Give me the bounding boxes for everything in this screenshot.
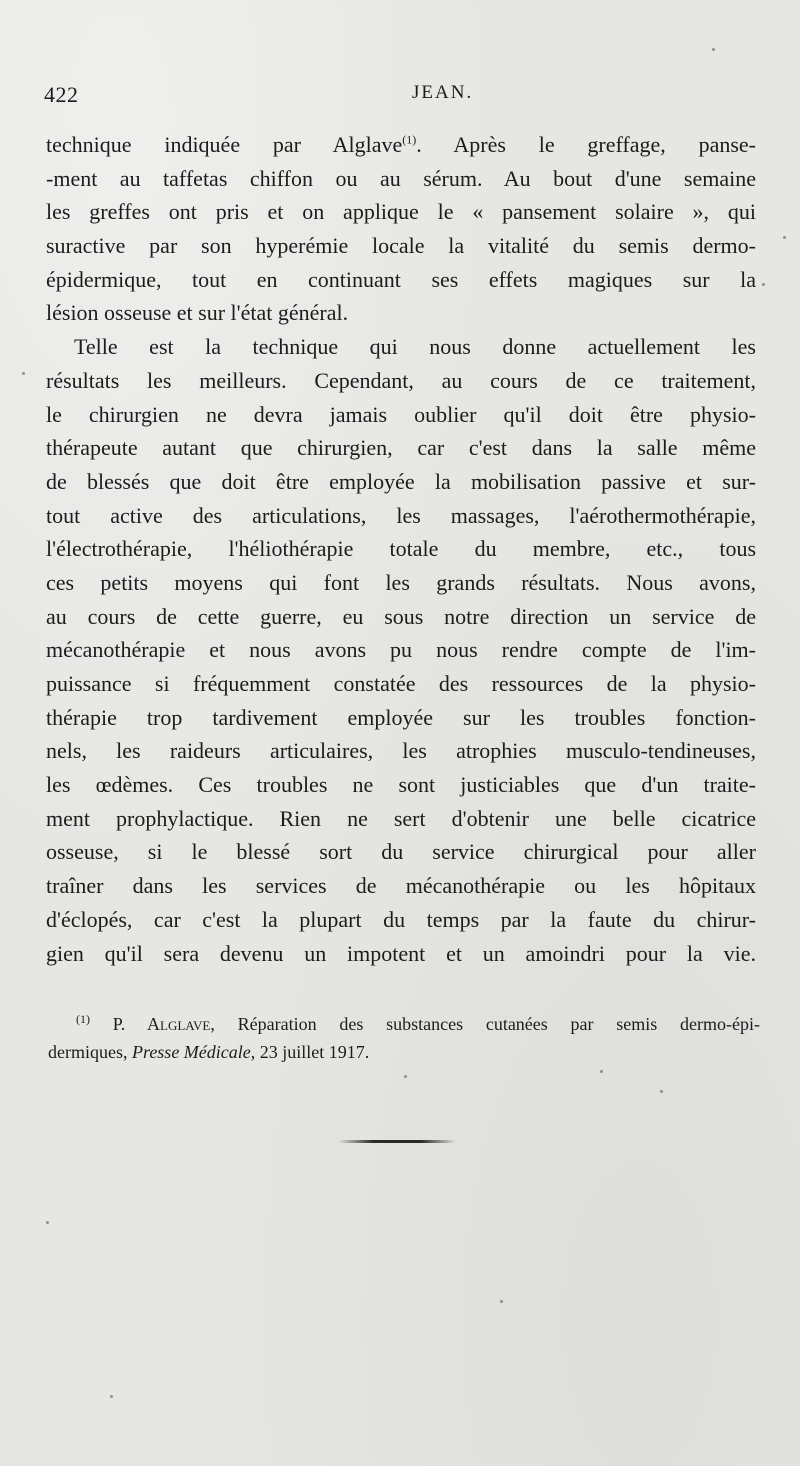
text-line: ces petits moyens qui font les grands résultats. Nous avons, [46,569,756,595]
scan-speck [712,48,715,51]
text-line: l'électrothérapie, l'héliothérapie totale du membre, etc., tous [46,536,756,562]
text-line: lésion osseuse et sur l'état général. [46,300,349,326]
scan-speck [500,1300,503,1303]
text-line: ment prophylactique. Rien ne sert d'obtenir une belle cicatrice [46,805,756,831]
text-line-content: . Après le greffage, panse- [416,132,756,157]
footnote-line [48,1010,760,1038]
text-line: thérapeute autant que chirurgien, car c'est dans la salle même [46,435,756,461]
text-line: d'éclopés, car c'est la plupart du temps par la faute du chirur- [46,906,756,932]
text-line: épidermique, tout en continuant ses effets magiques sur la [46,266,756,292]
text-line-content: technique indiquée par Alglave [46,132,403,157]
page-number: 422 [44,82,79,107]
footnote [48,1010,760,1066]
footnote-text: dermiques, [48,1042,132,1062]
scan-speck [762,283,765,286]
scan-speck [22,372,25,375]
text-line: gien qu'il sera devenu un impotent et un amoindri pour la vie. [46,940,756,966]
text-line: traîner dans les services de mécanothérapie ou les hôpitaux [46,873,756,899]
text-line: de blessés que doit être employée la mobilisation passive et sur- [46,468,756,494]
body-text [46,128,756,970]
text-line: nels, les raideurs articulaires, les atrophies musculo-tendineuses, [46,738,756,764]
text-line: puissance si fréquemment constatée des ressources de la physio- [46,671,756,696]
page-header [44,82,754,112]
scan-speck [404,1075,407,1078]
paragraph-first-line: Telle est la technique qui nous donne actuellement les [74,334,756,360]
text-line: thérapie trop tardivement employée sur les troubles fonction- [46,704,756,730]
text-line: mécanothérapie et nous avons pu nous rendre compte de l'im- [46,637,756,663]
footnote-reference: (1) [402,132,417,147]
text-line: suractive par son hyperémie locale la vitalité du semis dermo- [46,233,756,259]
footnote-journal: Presse Médicale [131,1042,251,1062]
scan-speck [110,1395,113,1398]
text-line: tout active des articulations, les massages, l'aérothermothérapie, [46,502,756,528]
text-line: le chirurgien ne devra jamais oublier qu'il doit être physio- [46,401,756,427]
text-line: au cours de cette guerre, eu sous notre direction un service de [46,603,756,629]
scan-speck [600,1070,603,1073]
footnote-text: , Réparation des substances cutanées par semis dermo-épi- [210,1014,760,1034]
scan-speck [660,1090,663,1093]
text-line [46,128,756,162]
text-line: les œdèmes. Ces troubles ne sont justiciables que d'un traite- [46,772,756,798]
footnote-date: , 23 juillet 1917. [250,1042,370,1062]
footnote-author: P. Alglave [112,1014,211,1034]
text-line: résultats les meilleurs. Cependant, au cours de ce traitement, [46,367,756,393]
running-head: JEAN. [412,82,474,103]
end-rule [338,1140,456,1143]
text-line: les greffes ont pris et on applique le « pansement solaire », qui [46,199,756,225]
footnote-marker: (1) [76,1012,90,1026]
scan-speck [783,236,786,239]
scan-speck [46,1221,49,1224]
text-line: osseuse, si le blessé sort du service chirurgical pour aller [46,839,756,865]
text-line: -ment au taffetas chiffon ou au sérum. Au bout d'une semaine [46,165,756,191]
footnote-line [48,1038,760,1066]
